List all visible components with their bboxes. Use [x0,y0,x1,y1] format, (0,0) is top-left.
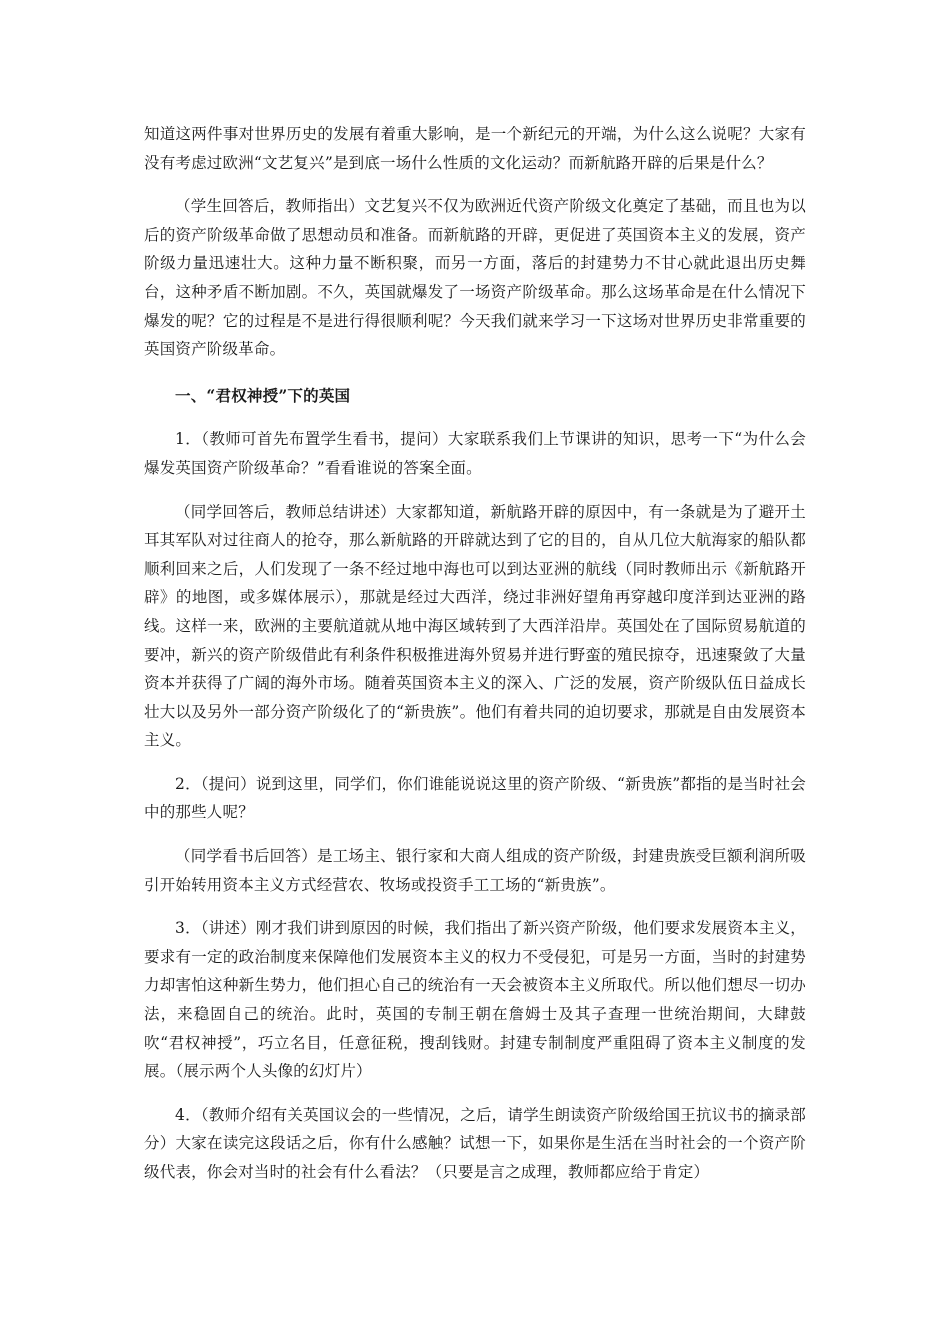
paragraph-discussion-4: 4．（教师介绍有关英国议会的一些情况，之后，请学生朗读资产阶级给国王抗议书的摘录部分）大家在读完这段话之后，你有什么感触？试想一下，如果你是生活在当时社会的一个资产阶级代表，你会对当时的社会有什么看法？（只要是言之成理，教师都应给于肯定） [144,1105,806,1181]
paragraph-question-2: 2．（提问）说到这里，同学们，你们谁能说说这里的资产阶级、“新贵族”都指的是当时社会中的那些人呢？ [144,774,806,822]
paragraph-answer-1: （同学回答后，教师总结讲述）大家都知道，新航路开辟的原因中，有一条就是为了避开土耳其军队对过往商人的抢夺，那么新航路的开辟就达到了它的目的，自从几位大航海家的船队都顺利回来之后，人们发现了一条不经过地中海也可以到达亚洲的航线（同时教师出示《新航路开辟》的地图，或多媒体展示），那就是经过大西洋，绕过非洲好望角再穿越印度洋到达亚洲的路线。这样一来，欧洲的主要航道就从地中海区域转到了大西洋沿岸。英国处在了国际贸易航道的要冲，新兴的资产阶级借此有利条件积极推进海外贸易并进行野蛮的殖民掠夺，迅速聚敛了大量资本并获得了广阔的海外市场。随着英国资本主义的深入、广泛的发展，资产阶级队伍日益成长壮大以及另外一部分资产阶级化了的“新贵族”。他们有着共同的迫切要求，那就是自由发展资本主义。 [144,502,806,750]
paragraph-teacher-explains: （学生回答后，教师指出）文艺复兴不仅为欧洲近代资产阶级文化奠定了基础，而且也为以后的资产阶级革命做了思想动员和准备。而新航路的开辟，更促进了英国资本主义的发展，资产阶级力量迅速壮大。这种力量不断积聚，而另一方面，落后的封建势力不甘心就此退出历史舞台，这种矛盾不断加剧。不久，英国就爆发了一场资产阶级革命。那么这场革命是在什么情况下爆发的呢？它的过程是不是进行得很顺利呢？今天我们就来学习一下这场对世界历史非常重要的英国资产阶级革命。 [144,197,806,359]
section-heading: 一、“君权神授”下的英国 [175,385,351,405]
paragraph-lecture-3: 3．（讲述）刚才我们讲到原因的时候，我们指出了新兴资产阶级，他们要求发展资本主义，要求有一定的政治制度来保障他们发展资本主义的权力不受侵犯，可是另一方面，当时的封建势力却害怕这种新生势力，他们担心自己的统治有一天会被资本主义所取代。所以他们想尽一切办法，来稳固自己的统治。此时，英国的专制王朝在詹姆士及其子查理一世统治期间，大肆鼓吹“君权神授”，巧立名目，任意征税，搜刮钱财。封建专制制度严重阻碍了资本主义制度的发展。（展示两个人头像的幻灯片） [144,919,806,1081]
paragraph-answer-2: （同学看书后回答）是工场主、银行家和大商人组成的资产阶级，封建贵族受巨额利润所吸引开始转用资本主义方式经营农、牧场或投资手工工场的“新贵族”。 [144,847,806,894]
paragraph-question-1: 1．（教师可首先布置学生看书，提问）大家联系我们上节课讲的知识，思考一下“为什么会爆发英国资产阶级革命？”看看谁说的答案全面。 [144,430,806,477]
paragraph-continuation: 知道这两件事对世界历史的发展有着重大影响，是一个新纪元的开端，为什么这么说呢？大家有没有考虑过欧洲“文艺复兴”是到底一场什么性质的文化运动？而新航路开辟的后果是什么？ [144,125,806,172]
